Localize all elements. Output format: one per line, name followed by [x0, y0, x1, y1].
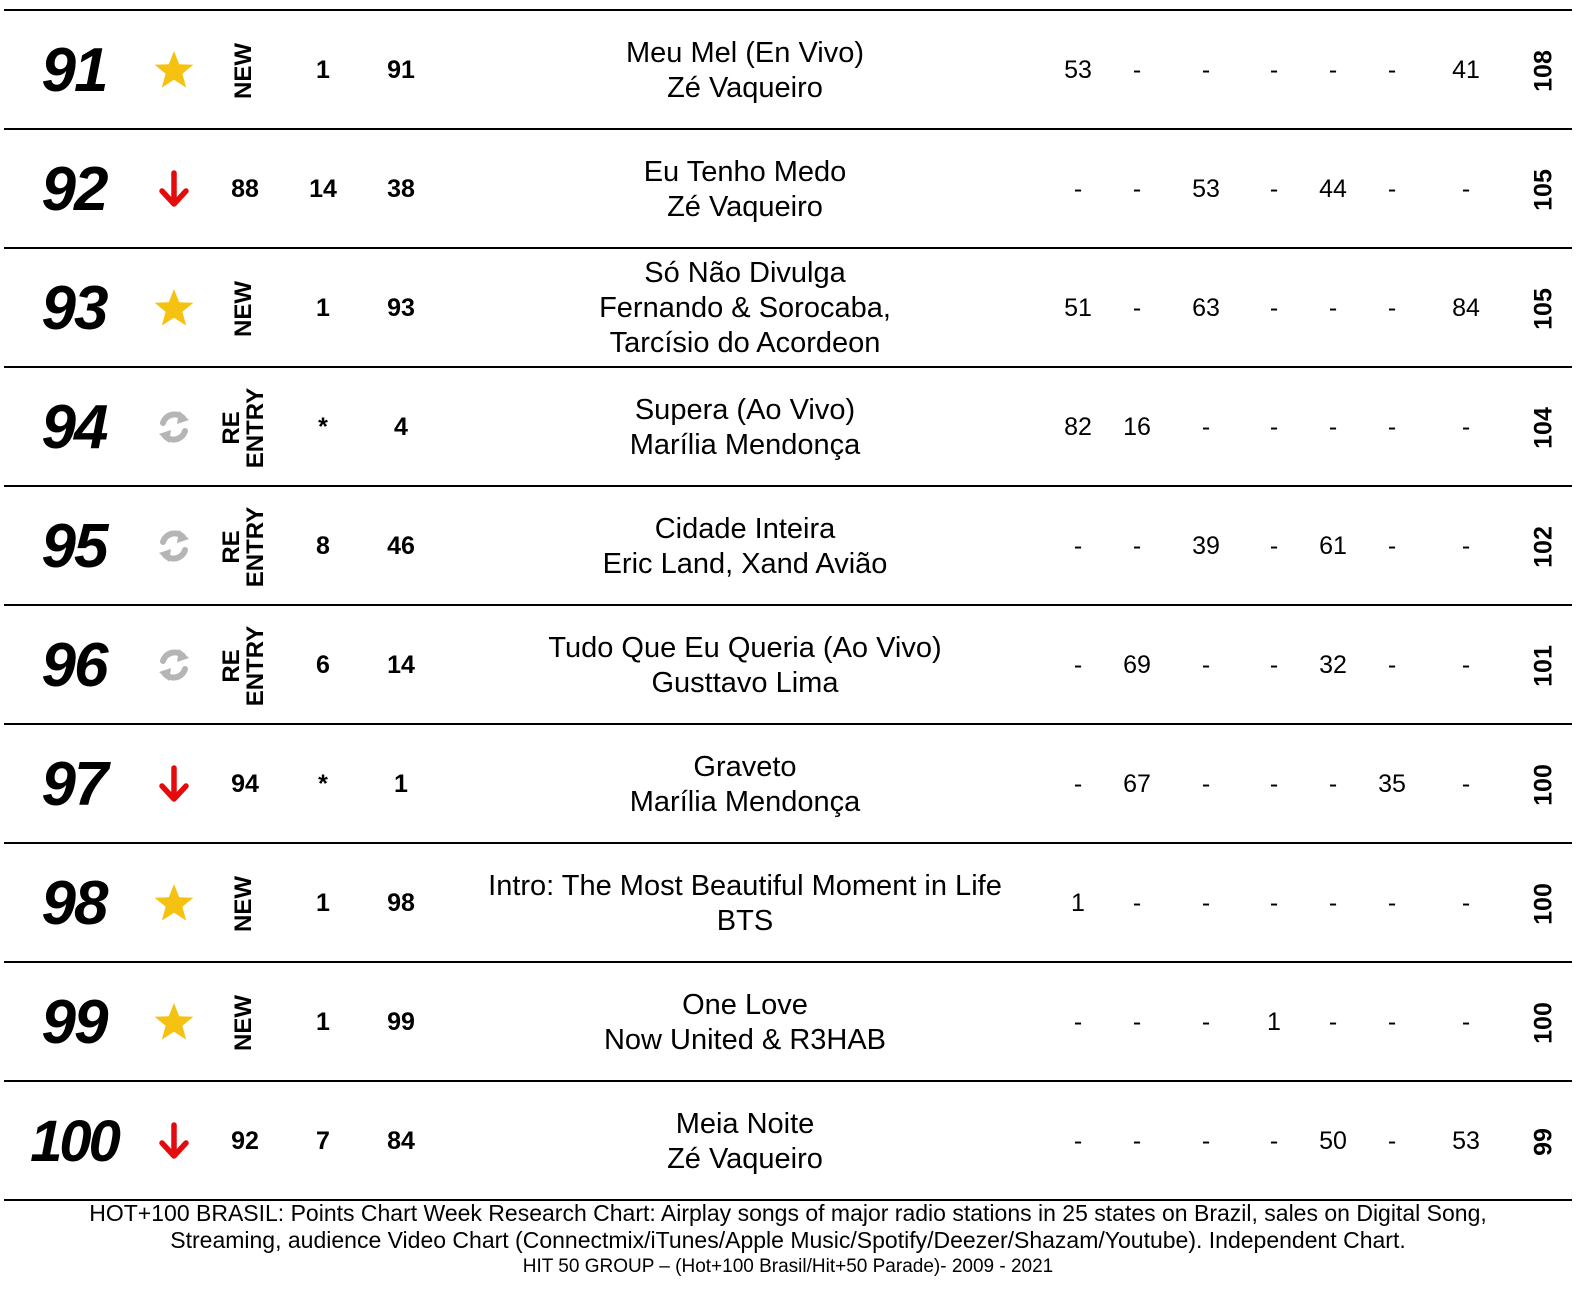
source-points-7: 84 — [1452, 294, 1480, 322]
chart-row — [0, 963, 1576, 1082]
chart-position: 98 — [41, 869, 107, 938]
source-points-2: 16 — [1123, 413, 1151, 441]
last-week-position: 94 — [231, 770, 259, 798]
song-title: Supera (Ao Vivo) — [634, 393, 856, 426]
entry-badge — [211, 844, 277, 963]
artist-name: Eric Land, Xand Avião — [602, 547, 888, 580]
entry-badge — [211, 368, 277, 487]
source-points-1: - — [1073, 175, 1083, 203]
source-points-4: - — [1269, 294, 1279, 322]
song-title: Intro: The Most Beautiful Moment in Life — [488, 869, 1002, 902]
source-points-3: - — [1201, 651, 1211, 679]
source-points-1: - — [1073, 1127, 1083, 1155]
source-points-6: - — [1387, 651, 1397, 679]
chart-position: 92 — [41, 155, 107, 224]
source-points-5: - — [1328, 56, 1338, 84]
source-points-4: 1 — [1267, 1008, 1281, 1036]
chart-position: 95 — [41, 512, 107, 581]
total-points-value: 101 — [1529, 644, 1558, 687]
song-info — [440, 606, 1050, 725]
chart-row — [0, 487, 1576, 606]
source-points-1: 53 — [1064, 56, 1092, 84]
artist-name: Zé Vaqueiro — [667, 190, 823, 223]
source-points-3: - — [1201, 413, 1211, 441]
song-title: Meia Noite — [675, 1107, 815, 1140]
last-week-position: 92 — [231, 1127, 259, 1155]
footer-line-1: HOT+100 BRASIL: Points Chart Week Research Chart: Airplay songs of major radio stations in 25 states on Brazil, sales on Digital Song, — [89, 1200, 1487, 1226]
entry-badge-text: RE — [218, 648, 245, 683]
movement-indicator — [152, 524, 196, 568]
total-points — [1516, 487, 1572, 606]
weeks-on-chart: * — [318, 770, 328, 798]
source-points-4: - — [1269, 889, 1279, 917]
source-points-4: - — [1269, 1127, 1279, 1155]
song-info — [440, 487, 1050, 606]
reentry-icon — [152, 524, 196, 568]
source-points-1: 51 — [1064, 294, 1092, 322]
source-points-6: - — [1387, 294, 1397, 322]
source-points-4: - — [1269, 175, 1279, 203]
source-points-3: - — [1201, 1127, 1211, 1155]
movement-indicator — [152, 48, 196, 92]
total-points-value: 100 — [1529, 1001, 1558, 1044]
total-points — [1516, 844, 1572, 963]
source-points-6: - — [1387, 175, 1397, 203]
source-points-2: 69 — [1123, 651, 1151, 679]
source-points-5: 32 — [1319, 651, 1347, 679]
movement-indicator — [152, 643, 196, 687]
source-points-3: 39 — [1192, 532, 1220, 560]
source-points-5: - — [1328, 294, 1338, 322]
source-points-3: 53 — [1192, 175, 1220, 203]
artist-name: Zé Vaqueiro — [667, 71, 823, 104]
song-info — [440, 1082, 1050, 1201]
chart-row — [0, 725, 1576, 844]
total-points-value: 100 — [1529, 882, 1558, 925]
entry-badge-text: ENTRY — [242, 625, 269, 706]
weeks-on-chart: 1 — [316, 889, 330, 917]
song-info — [440, 963, 1050, 1082]
chart-position: 100 — [30, 1109, 118, 1174]
weeks-on-chart: 1 — [316, 56, 330, 84]
source-points-2: - — [1132, 889, 1142, 917]
movement-indicator — [152, 1000, 196, 1044]
source-points-1: 1 — [1071, 889, 1085, 917]
total-points-value: 102 — [1529, 525, 1558, 568]
source-points-5: 50 — [1319, 1127, 1347, 1155]
footer-line-3: HIT 50 GROUP – (Hot+100 Brasil/Hit+50 Parade)- 2009 - 2021 — [522, 1256, 1054, 1277]
chart-row — [0, 368, 1576, 487]
peak-position: 84 — [387, 1127, 415, 1155]
source-points-4: - — [1269, 651, 1279, 679]
source-points-4: - — [1269, 56, 1279, 84]
weeks-on-chart: 6 — [316, 651, 330, 679]
chart-row — [0, 1082, 1576, 1201]
chart-position: 91 — [41, 36, 107, 105]
peak-position: 93 — [387, 294, 415, 322]
chart-position: 96 — [41, 631, 107, 700]
peak-position: 38 — [387, 175, 415, 203]
source-points-7: - — [1461, 651, 1471, 679]
artist-name: BTS — [716, 904, 774, 937]
chart-position: 93 — [41, 274, 107, 343]
star-icon — [152, 48, 196, 92]
source-points-3: - — [1201, 56, 1211, 84]
entry-badge-text: NEW — [230, 280, 257, 337]
star-icon — [152, 881, 196, 925]
source-points-7: - — [1461, 889, 1471, 917]
total-points-value: 100 — [1529, 763, 1558, 806]
source-points-4: - — [1269, 770, 1279, 798]
entry-badge-text: NEW — [230, 994, 257, 1051]
song-info — [440, 368, 1050, 487]
song-title: Tudo Que Eu Queria (Ao Vivo) — [548, 631, 942, 664]
entry-badge — [211, 249, 277, 368]
artist-name: Tarcísio do Acordeon — [609, 327, 881, 359]
movement-indicator — [152, 762, 196, 806]
source-points-4: - — [1269, 532, 1279, 560]
source-points-5: - — [1328, 413, 1338, 441]
source-points-7: - — [1461, 1008, 1471, 1036]
reentry-icon — [152, 405, 196, 449]
total-points — [1516, 130, 1572, 249]
total-points — [1516, 725, 1572, 844]
source-points-1: - — [1073, 770, 1083, 798]
artist-name: Marília Mendonça — [629, 428, 861, 461]
weeks-on-chart: 8 — [316, 532, 330, 560]
down-arrow-icon — [152, 1119, 196, 1163]
source-points-2: - — [1132, 294, 1142, 322]
weeks-on-chart: 1 — [316, 1008, 330, 1036]
down-arrow-icon — [152, 167, 196, 211]
song-info — [440, 11, 1050, 130]
source-points-7: 41 — [1452, 56, 1480, 84]
entry-badge — [211, 606, 277, 725]
source-points-3: - — [1201, 889, 1211, 917]
movement-indicator — [152, 167, 196, 211]
chart-row — [0, 11, 1576, 130]
total-points — [1516, 1082, 1572, 1201]
chart-position: 99 — [41, 988, 107, 1057]
artist-name: Fernando & Sorocaba, — [599, 292, 891, 324]
entry-badge-text: NEW — [230, 42, 257, 99]
song-info — [440, 844, 1050, 963]
total-points — [1516, 606, 1572, 725]
total-points-value: 104 — [1529, 406, 1558, 449]
movement-indicator — [152, 881, 196, 925]
source-points-7: - — [1461, 175, 1471, 203]
weeks-on-chart: 14 — [309, 175, 337, 203]
total-points — [1516, 11, 1572, 130]
entry-badge — [211, 487, 277, 606]
total-points — [1516, 368, 1572, 487]
total-points — [1516, 249, 1572, 368]
reentry-icon — [152, 643, 196, 687]
source-points-1: - — [1073, 651, 1083, 679]
total-points-value: 108 — [1529, 49, 1558, 92]
entry-badge-text: RE — [218, 529, 245, 564]
peak-position: 98 — [387, 889, 415, 917]
chart-position: 94 — [41, 393, 107, 462]
song-title: Só Não Divulga — [644, 257, 846, 289]
source-points-7: - — [1461, 413, 1471, 441]
song-title: Eu Tenho Medo — [643, 155, 847, 188]
artist-name: Marília Mendonça — [629, 785, 861, 818]
weeks-on-chart: 7 — [316, 1127, 330, 1155]
song-title: Meu Mel (En Vivo) — [626, 36, 864, 69]
source-points-5: - — [1328, 770, 1338, 798]
source-points-6: - — [1387, 532, 1397, 560]
total-points-value: 105 — [1529, 287, 1558, 330]
source-points-7: - — [1461, 770, 1471, 798]
song-title: Cidade Inteira — [654, 512, 836, 545]
weeks-on-chart: * — [318, 413, 328, 441]
artist-name: Now United & R3HAB — [603, 1023, 887, 1056]
source-points-5: 61 — [1319, 532, 1347, 560]
source-points-6: 35 — [1378, 770, 1406, 798]
chart-row — [0, 606, 1576, 725]
source-points-3: - — [1201, 770, 1211, 798]
source-points-6: - — [1387, 1008, 1397, 1036]
chart-position: 97 — [41, 750, 107, 819]
total-points-value: 105 — [1529, 168, 1558, 211]
chart-row — [0, 130, 1576, 249]
source-points-6: - — [1387, 889, 1397, 917]
last-week-position: 88 — [231, 175, 259, 203]
source-points-2: - — [1132, 175, 1142, 203]
movement-indicator — [152, 405, 196, 449]
song-info — [440, 130, 1050, 249]
source-points-4: - — [1269, 413, 1279, 441]
source-points-3: - — [1201, 1008, 1211, 1036]
source-points-2: - — [1132, 56, 1142, 84]
source-points-2: - — [1132, 532, 1142, 560]
source-points-2: - — [1132, 1008, 1142, 1036]
star-icon — [152, 1000, 196, 1044]
source-points-7: - — [1461, 532, 1471, 560]
down-arrow-icon — [152, 762, 196, 806]
total-points-value: 99 — [1529, 1127, 1558, 1156]
entry-badge-text: ENTRY — [242, 506, 269, 587]
movement-indicator — [152, 1119, 196, 1163]
song-title: One Love — [682, 988, 808, 1021]
peak-position: 46 — [387, 532, 415, 560]
peak-position: 99 — [387, 1008, 415, 1036]
source-points-6: - — [1387, 56, 1397, 84]
footer — [0, 1200, 1576, 1280]
song-info — [440, 725, 1050, 844]
entry-badge-text: ENTRY — [242, 387, 269, 468]
source-points-2: - — [1132, 1127, 1142, 1155]
source-points-2: 67 — [1123, 770, 1151, 798]
artist-name: Gusttavo Lima — [651, 666, 839, 699]
source-points-1: - — [1073, 532, 1083, 560]
source-points-7: 53 — [1452, 1127, 1480, 1155]
artist-name: Zé Vaqueiro — [667, 1142, 823, 1175]
total-points — [1516, 963, 1572, 1082]
entry-badge-text: NEW — [230, 875, 257, 932]
source-points-5: - — [1328, 889, 1338, 917]
source-points-6: - — [1387, 413, 1397, 441]
footer-line-2: Streaming, audience Video Chart (Connectmix/iTunes/Apple Music/Spotify/Deezer/Shazam/Youtube). Independent Chart. — [170, 1227, 1406, 1253]
source-points-5: 44 — [1319, 175, 1347, 203]
chart-row — [0, 249, 1576, 368]
movement-indicator — [152, 286, 196, 330]
entry-badge-text: RE — [218, 410, 245, 445]
peak-position: 14 — [387, 651, 415, 679]
entry-badge — [211, 963, 277, 1082]
peak-position: 4 — [394, 413, 408, 441]
song-title: Graveto — [693, 750, 797, 783]
chart-row — [0, 844, 1576, 963]
peak-position: 1 — [394, 770, 408, 798]
source-points-5: - — [1328, 1008, 1338, 1036]
entry-badge — [211, 11, 277, 130]
source-points-6: - — [1387, 1127, 1397, 1155]
song-info — [440, 249, 1050, 368]
peak-position: 91 — [387, 56, 415, 84]
weeks-on-chart: 1 — [316, 294, 330, 322]
star-icon — [152, 286, 196, 330]
source-points-1: 82 — [1064, 413, 1092, 441]
source-points-3: 63 — [1192, 294, 1220, 322]
source-points-1: - — [1073, 1008, 1083, 1036]
